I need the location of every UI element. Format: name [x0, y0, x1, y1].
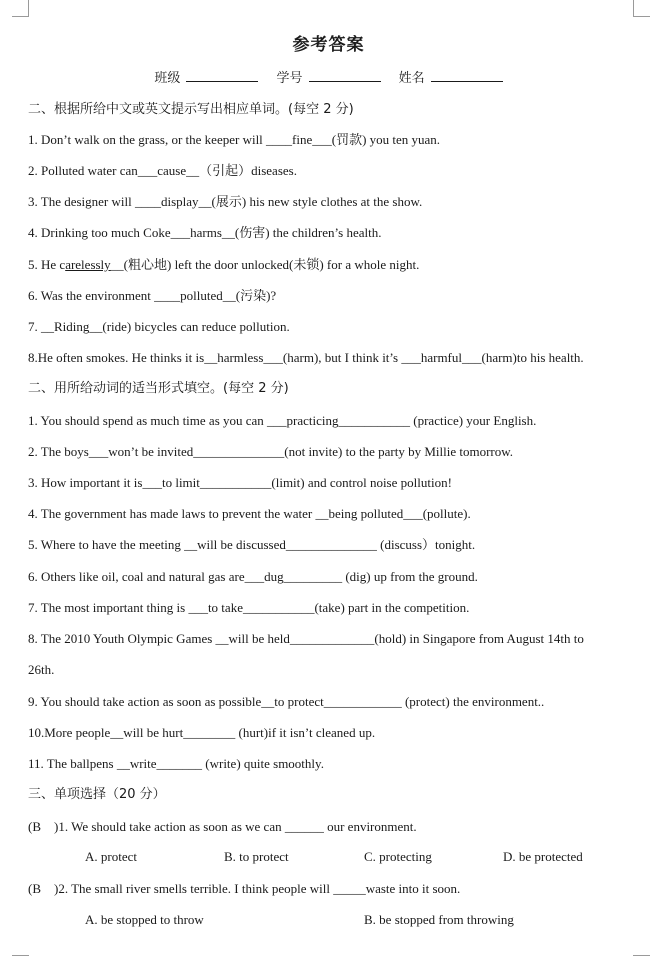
- q2-option-a: A. be stopped to throw: [85, 912, 204, 927]
- question-line: 7. __Riding__(ride) bicycles can reduce pollution.: [28, 319, 290, 334]
- class-label: 班级: [154, 71, 181, 86]
- student-info-row: [0, 67, 657, 86]
- page-title: 参考答案: [292, 35, 365, 55]
- question-line: 9. You should take action as soon as possible__to protect____________ (protect) the environment..: [28, 694, 545, 709]
- section-heading: 二、根据所给中文或英文提示写出相应单词。(每空 2 分): [28, 102, 354, 117]
- question-line: (B )1. We should take action as soon as we can ______ our environment.: [28, 819, 417, 834]
- section-heading: 二、用所给动词的适当形式填空。(每空 2 分): [28, 381, 289, 396]
- question-line: 10.More people__will be hurt________ (hurt)if it isn’t cleaned up.: [28, 725, 376, 740]
- q1-option-b: B. to protect: [224, 849, 289, 864]
- question-line: 7. The most important thing is ___to take___________(take) part in the competition.: [28, 600, 470, 615]
- question-line: 1. You should spend as much time as you can ___practicing___________ (practice) your English.: [28, 413, 537, 428]
- question-line: 2. Polluted water can___cause__（引起）diseases.: [28, 163, 297, 178]
- question-line: 4. Drinking too much Coke___harms__(伤害) the children’s health.: [28, 225, 382, 240]
- question-line: 3. The designer will ____display__(展示) his new style clothes at the show.: [28, 194, 423, 209]
- q1-option-c: C. protecting: [364, 849, 432, 864]
- question-line: 6. Was the environment ____polluted__(污染)?: [28, 288, 277, 303]
- class-blank[interactable]: [186, 69, 258, 82]
- crop-mark: [633, 16, 650, 17]
- question-line: 8. The 2010 Youth Olympic Games __will be held_____________(hold) in Singapore from August 14th to: [28, 631, 584, 646]
- name-label: 姓名: [398, 71, 425, 86]
- crop-mark: [12, 955, 29, 956]
- question-line: (B )2. The small river smells terrible. I think people will _____waste into it soon.: [28, 881, 461, 896]
- question-line: 1. Don’t walk on the grass, or the keeper will ____fine___(罚款) you ten yuan.: [28, 132, 441, 147]
- q1-option-a: A. protect: [85, 849, 137, 864]
- line-text: __(粗心地) left the door unlocked(未锁) for a whole night.: [110, 257, 420, 272]
- q2-option-b: B. be stopped from throwing: [364, 912, 514, 927]
- question-line: 8.He often smokes. He thinks it is__harmless___(harm), but I think it’s ___harmful___(harm)to his health.: [28, 350, 584, 365]
- question-line: [28, 257, 419, 273]
- question-line: 3. How important it is___to limit___________(limit) and control noise pollution!: [28, 475, 452, 490]
- number-label: 学号: [276, 71, 303, 86]
- question-line: 5. Where to have the meeting __will be discussed______________ (discuss）tonight.: [28, 537, 476, 552]
- crop-mark: [633, 0, 634, 16]
- section-heading: 三、单项选择（20 分）: [28, 787, 166, 802]
- crop-mark: [633, 955, 650, 956]
- crop-mark: [12, 16, 29, 17]
- crop-mark: [28, 0, 29, 16]
- question-line: 6. Others like oil, coal and natural gas are___dug_________ (dig) up from the ground.: [28, 569, 478, 584]
- number-blank[interactable]: [309, 69, 381, 82]
- line-text: 5. He c: [28, 257, 66, 272]
- question-line: 2. The boys___won’t be invited______________(not invite) to the party by Millie tomorrow.: [28, 444, 514, 459]
- question-line: 4. The government has made laws to prevent the water __being polluted___(pollute).: [28, 506, 471, 521]
- underlined-answer: arelessly: [65, 257, 111, 272]
- question-line: 26th.: [28, 662, 55, 677]
- name-blank[interactable]: [431, 69, 503, 82]
- question-line: 11. The ballpens __write_______ (write) quite smoothly.: [28, 756, 324, 771]
- q1-option-d: D. be protected: [503, 849, 583, 864]
